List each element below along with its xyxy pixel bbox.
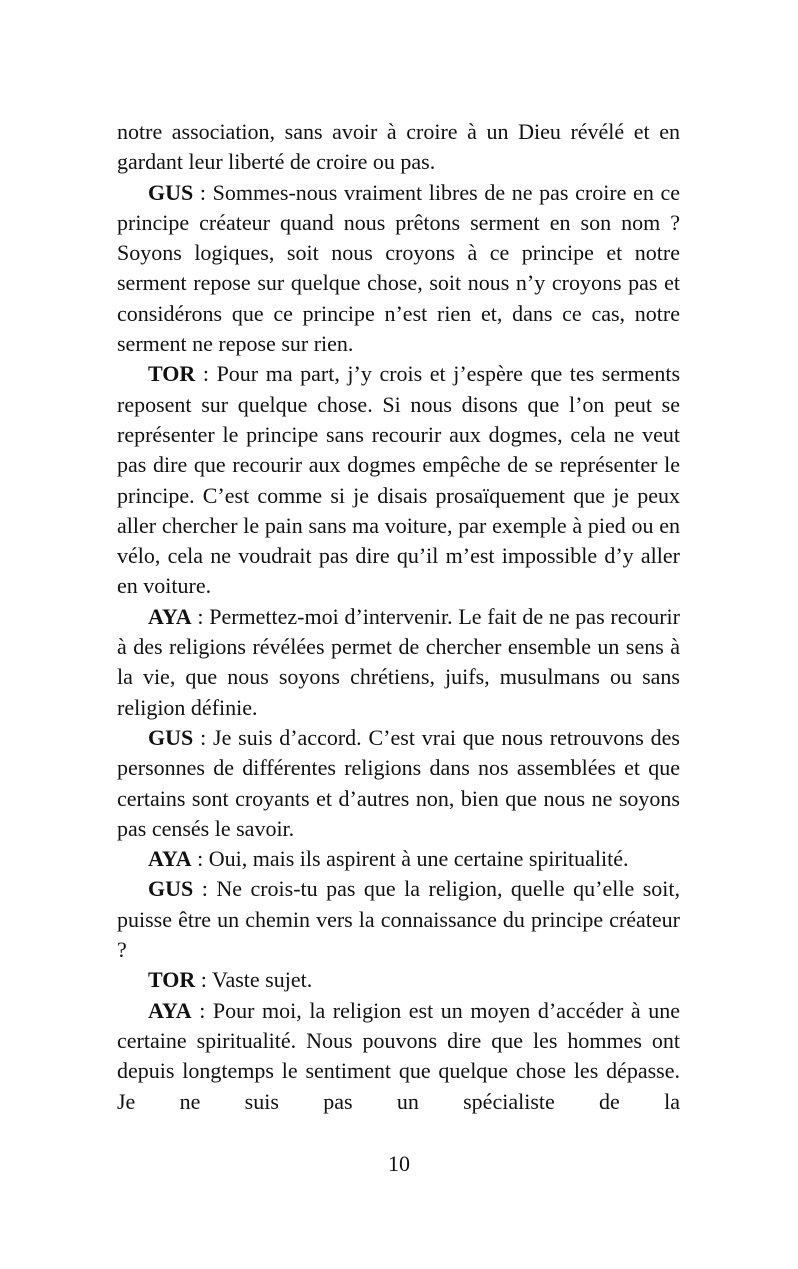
speaker-name: TOR <box>148 361 196 387</box>
speaker-separator: : <box>195 967 212 993</box>
speaker-name: GUS <box>148 179 194 205</box>
speech-text: Je suis d’accord. C’est vrai que nous retrouvons des personnes de différentes religions dans nos assemblées et que certains sont croyants et d’autres non, bien que nous ne soyons pas censés le savoir. <box>117 724 680 841</box>
speech-text: Vaste sujet. <box>212 967 313 993</box>
exchange-paragraph <box>117 965 680 995</box>
speaker-name: GUS <box>148 724 194 750</box>
speaker-name: AYA <box>148 846 192 872</box>
page-number: 10 <box>388 1151 410 1176</box>
exchange-paragraph <box>117 602 680 723</box>
paragraph-opening: notre association, sans avoir à croire à un Dieu révélé et en gardant leur liberté de croire ou pas. <box>117 119 680 175</box>
speaker-separator: : <box>191 997 213 1023</box>
speech-text: Permettez-moi d’intervenir. Le fait de ne pas recourir à des religions révélées permet de chercher ensemble un sens à la vie, que nous soyons chrétiens, juifs, musulmans ou sans religion définie. <box>117 603 680 720</box>
speaker-name: AYA <box>148 997 192 1023</box>
speech-text: Pour ma part, j’y crois et j’espère que tes serments reposent sur quelque chose. Si nous disons que l’on peut se représenter le principe sans recourir aux dogmes, cela ne veut pas dire que recourir aux dogmes empêche de se représenter le principe. C’est comme si je disais prosaïquement que je peux aller chercher le pain sans ma voiture, par exemple à pied ou en vélo, cela ne voudrait pas dire qu’il m’est impossible d’y aller en voiture. <box>117 361 681 599</box>
speaker-separator: : <box>191 603 210 629</box>
speaker-separator: : <box>195 361 217 387</box>
exchange-paragraph <box>117 874 680 965</box>
speaker-name: AYA <box>148 603 192 629</box>
speaker-name: GUS <box>148 876 194 902</box>
page-body <box>117 117 680 1117</box>
speech-text: Pour moi, la religion est un moyen d’accéder à une certaine spiritualité. Nous pouvons dire que les hommes ont depuis longtemps le sentiment que quelque chose les dépasse. Je ne suis pas un spécialiste de la <box>117 997 680 1114</box>
exchange-paragraph <box>117 178 680 360</box>
speaker-name: TOR <box>148 967 196 993</box>
exchange-paragraph <box>117 996 680 1117</box>
speech-text: Sommes-nous vraiment libres de ne pas croire en ce principe créateur quand nous prêtons serment en son nom ? Soyons logiques, soit nous croyons à ce principe et notre serment repose sur quelque chose, soit nous n’y croyons pas et considérons que ce principe n’est rien et, dans ce cas, notre serment ne repose sur rien. <box>117 179 680 357</box>
speaker-separator: : <box>193 876 217 902</box>
speech-text: Oui, mais ils aspirent à une certaine spiritualité. <box>208 846 629 872</box>
speaker-separator: : <box>193 724 214 750</box>
speech-text: Ne crois-tu pas que la religion, quelle qu’elle soit, puisse être un chemin vers la connaissance du principe créateur ? <box>117 876 680 963</box>
speaker-separator: : <box>193 179 213 205</box>
exchange-paragraph <box>117 844 680 874</box>
exchange-paragraph <box>117 359 680 601</box>
exchange-paragraph <box>117 723 680 844</box>
speaker-separator: : <box>191 846 209 872</box>
